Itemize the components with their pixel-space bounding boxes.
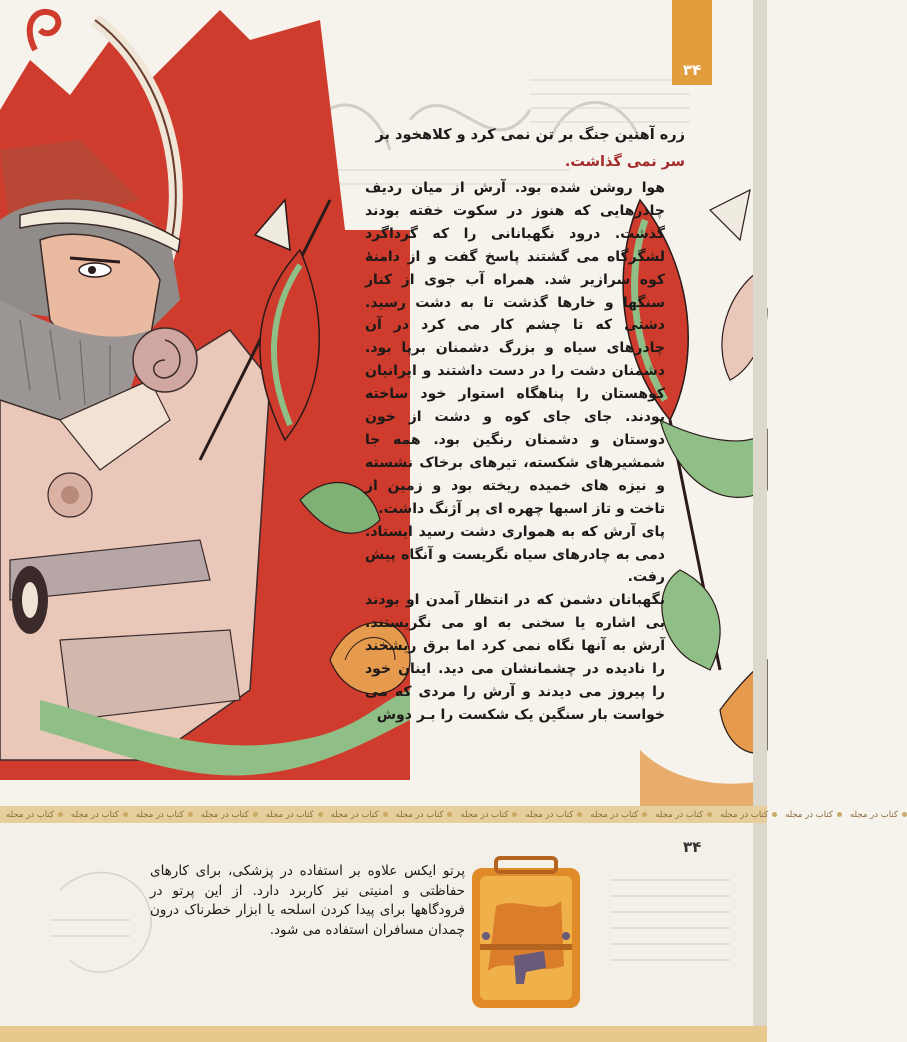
rubric-label: کتاب در مجله (71, 810, 128, 820)
rubric-dot (253, 812, 258, 817)
rubric-dot (512, 812, 517, 817)
page-number-tab (672, 0, 712, 85)
arash-illustration (0, 0, 420, 790)
rubric-label: کتاب در مجله (266, 810, 323, 820)
lead-highlight: سر نمی گذاشت. (564, 154, 685, 170)
rubric-dot (383, 812, 388, 817)
paragraph: نگهبانان دشمن که در انتظار آمدن او بودند بی اشاره یا سخنی به او می نگریستند. آرش به آنها نگاه نمی کرد اما برق ریشخند را نادیده در چشمانشان می دید. اینان خود را پیروز می دیدند و آرش را مردی که می خواست بار سنگین یک شکست را بـر دوش (365, 592, 665, 723)
rubric-label: کتاب در مجله (850, 810, 907, 820)
rubric-dot (58, 812, 63, 817)
rubric-dot (188, 812, 193, 817)
paragraph: پای آرش که به همواری دشت رسید ایستاد. دمی به چادرهای سیاه نگریست و آنگاه پیش رفت. (365, 523, 665, 586)
paragraph: هوا روشن شده بود. آرش از میان ردیف چادرهایی که هنوز در سکوت خفته بودند گذشت. درود نگهبانانی را که گرداگرد لشگرگاه می گشتند پاسخ گفت و از دامنهٔ کوه سرازیر شد. همراه آب جوی از کنار سنگها و خارها گذشت تا به دشت رسید. دشتی که تا چشم کار می کرد در آن چادرهای سیاه و بزرگ دشمنان برپا بود. دشمنان دشت را در دست داشتند و ایرانیان کوهستان را پناهگاه استوار خود ساخته بودند. جای جای کوه و دشت از خون دوستان و دشمنان رنگین بود. همه جا شمشیرهای شکسته، تیرهای برخاک نشسته و نیزه های خمیده ریخته بود و زمین از تاخت و تاز اسبها چهره ای پر آژنگ داشت. (365, 180, 665, 517)
rubric-label: کتاب در مجله (525, 810, 582, 820)
rubric-label: کتاب در مجله (720, 810, 777, 820)
rubric-dot (707, 812, 712, 817)
rubric-dot (902, 812, 907, 817)
rubric-dot (642, 812, 647, 817)
rubric-label: کتاب در مجله (460, 810, 517, 820)
rubric-label: کتاب در مجله (590, 810, 647, 820)
article-body (365, 177, 665, 727)
rubric-label: کتاب در مجله (201, 810, 258, 820)
page-number: ۳۴ (682, 61, 702, 79)
rubric-label: کتاب در مجله (396, 810, 453, 820)
sidebar-page-number: ۳۴ (683, 838, 702, 856)
xray-suitcase-image (466, 856, 586, 1016)
bottom-band (0, 1026, 767, 1042)
rubric-label: کتاب در مجله (785, 810, 842, 820)
rubric-label: کتاب در مجله (6, 810, 63, 820)
rubric-dot (318, 812, 323, 817)
lead-sentence (280, 122, 685, 176)
rubric-dot (123, 812, 128, 817)
rubric-label: کتاب در مجله (331, 810, 388, 820)
rubric-band (0, 806, 898, 823)
page-edge (753, 0, 767, 1042)
rubric-dot (447, 812, 452, 817)
rubric-label: کتاب در مجله (136, 810, 193, 820)
rubric-dot (577, 812, 582, 817)
lead-text: زره آهنین جنگ بر تن نمی کرد و کلاهخود بر (375, 127, 685, 143)
rubric-label: کتاب در مجله (655, 810, 712, 820)
sidebar-text: پرتو ایکس علاوه بر استفاده در پزشکی، برای کارهای حفاظتی و امنیتی نیز کاربرد دارد. از این پرتو در فرودگاهها برای پیدا کردن اسلحه یا ابزار خطرناک درون چمدان مسافران استفاده می شود. (150, 863, 465, 938)
rubric-dot (772, 812, 777, 817)
rubric-dot (837, 812, 842, 817)
